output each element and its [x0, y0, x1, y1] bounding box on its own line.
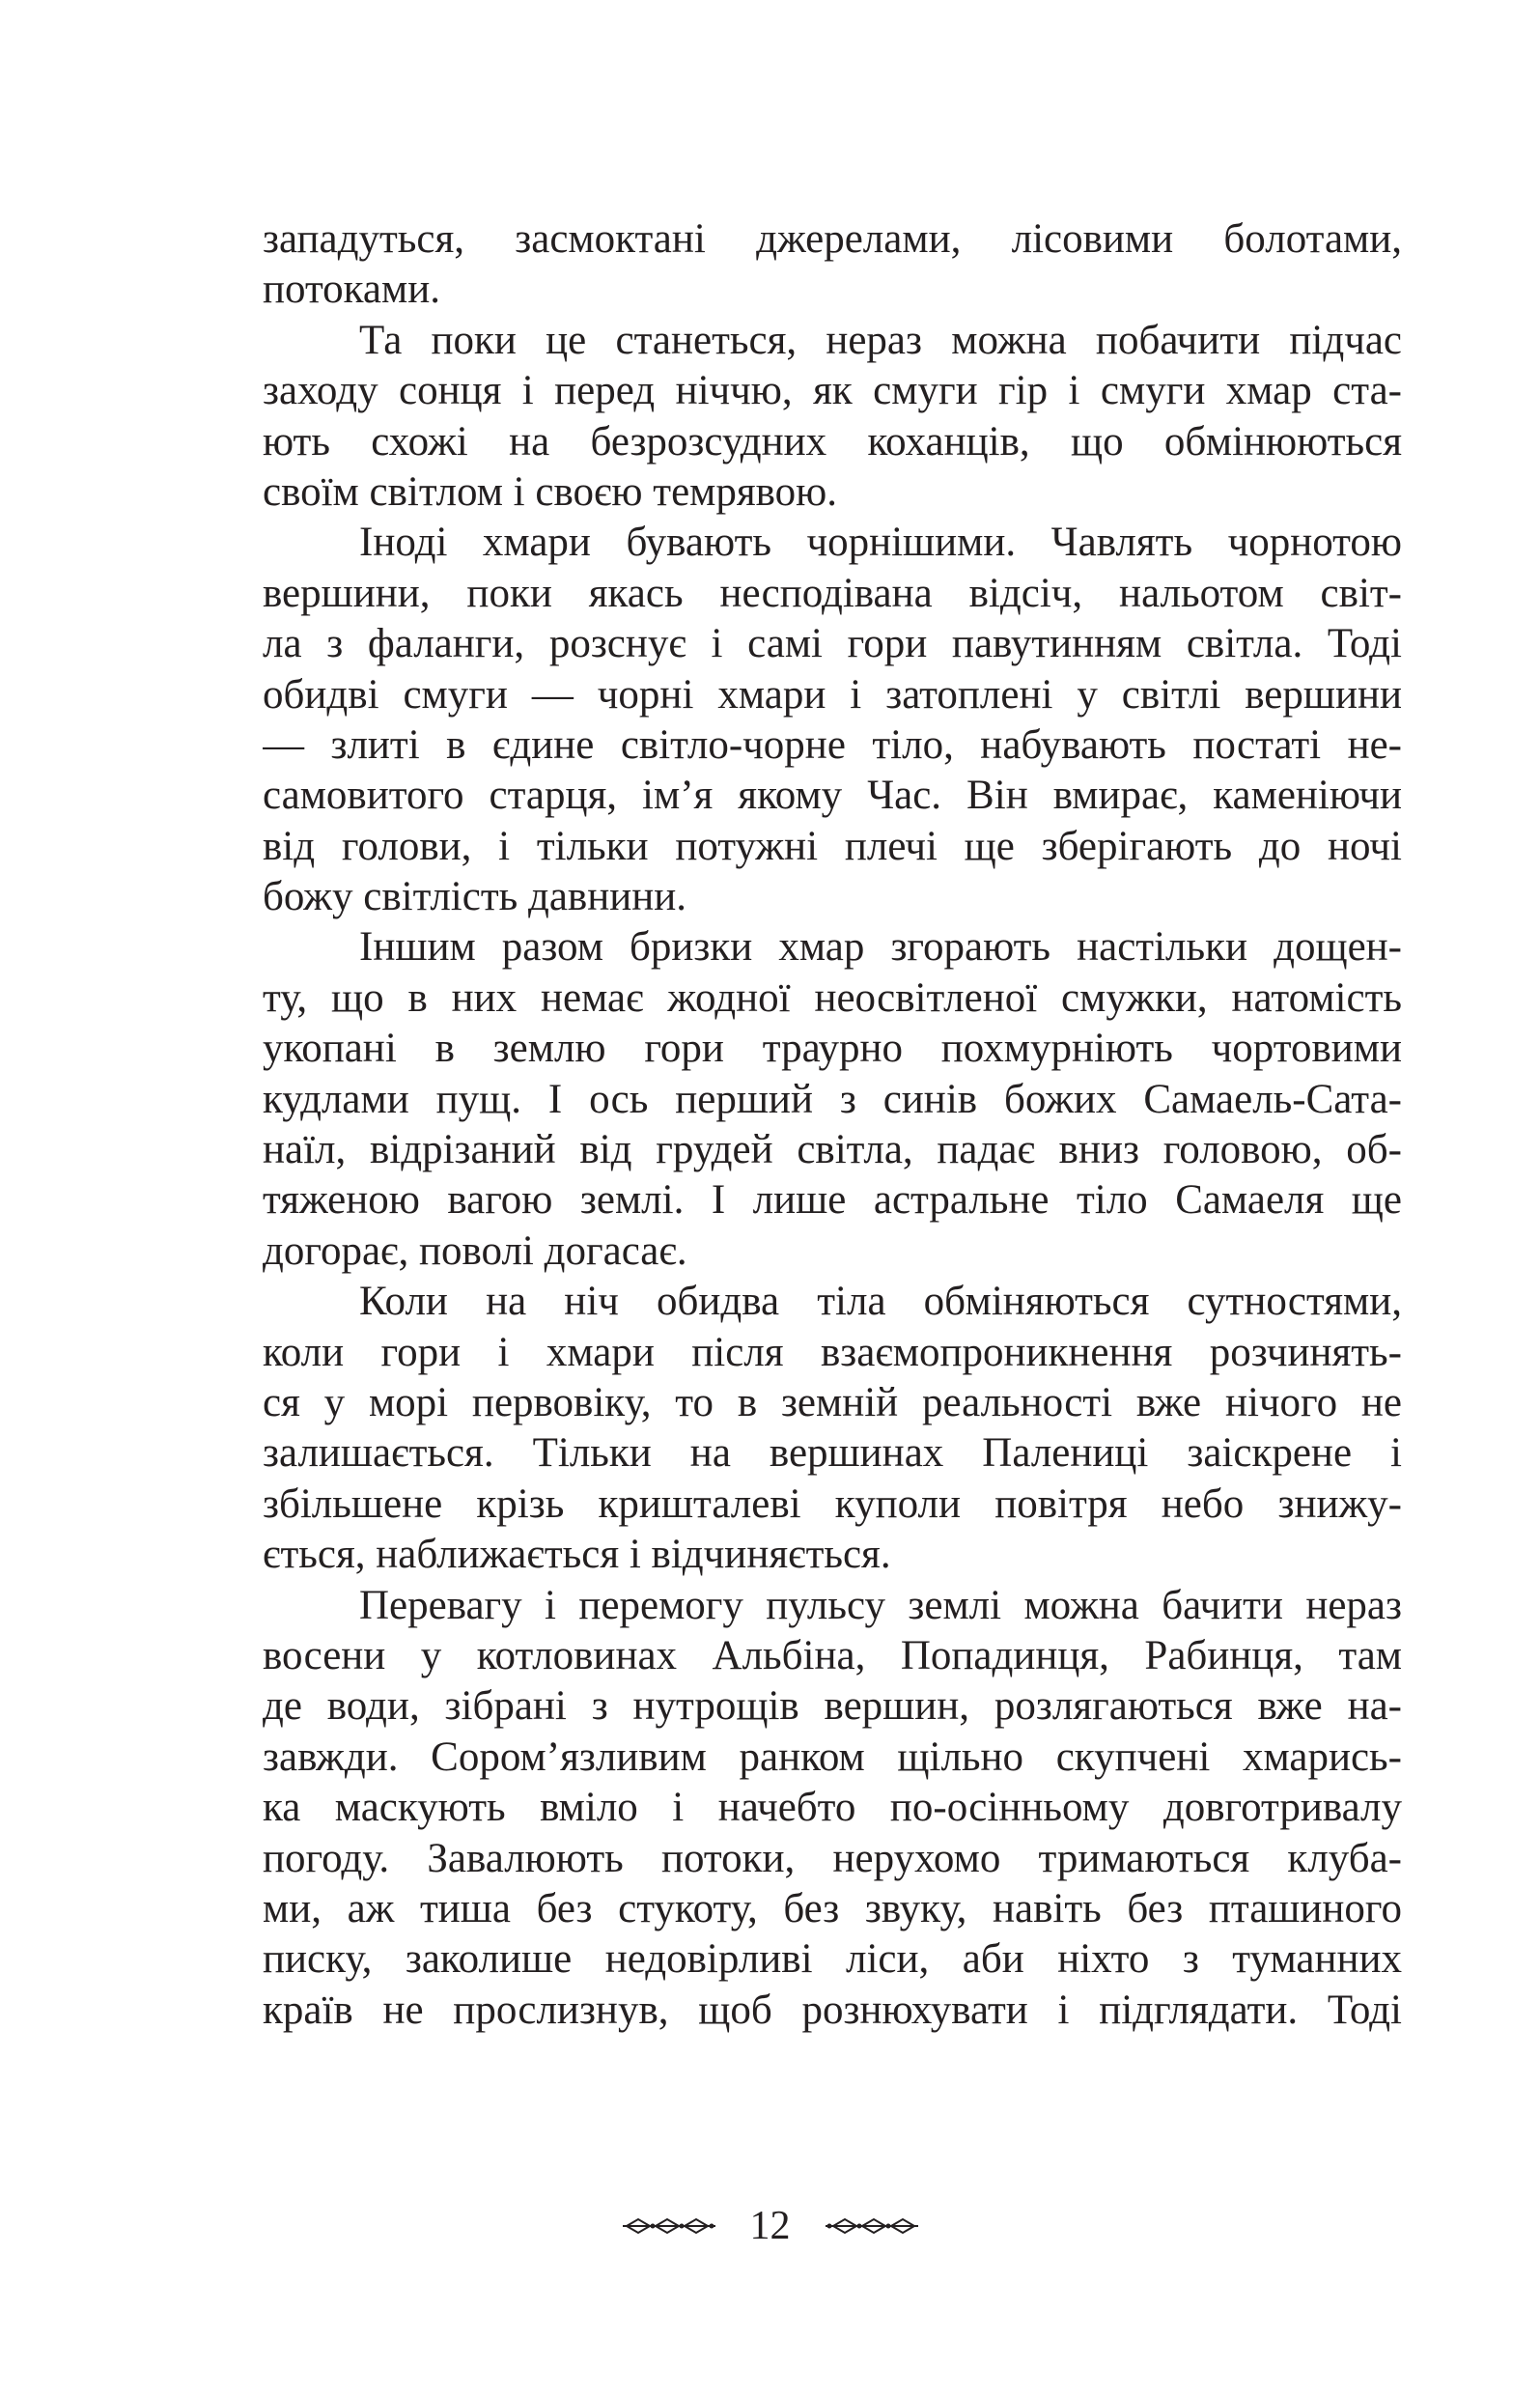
text-line: ла з фаланги, розснує і самі гори павутинням світла. Тоді: [263, 621, 1402, 667]
text-line: вершини, поки якась несподівана відсіч, нальотом світ-: [263, 570, 1402, 616]
text-line: догорає, поволі догасає.: [263, 1227, 687, 1274]
diamond-chain-ornament-icon: [824, 2215, 920, 2237]
text-line: божу світлість давнини.: [263, 874, 687, 920]
text-line: ми, аж тиша без стукоту, без звуку, навіть без пташиного: [263, 1885, 1402, 1931]
text-line: — злиті в єдине світло-чорне тіло, набувають постаті не-: [263, 721, 1402, 768]
text-line: кудлами пущ. І ось перший з синів божих Самаель-Сата-: [263, 1076, 1402, 1122]
text-line: укопані в землю гори траурно похмурніють чортовими: [263, 1026, 1402, 1072]
text-line: Іноді хмари бувають чорнішими. Чавлять чорнотою: [359, 520, 1402, 566]
paragraph: [263, 518, 1402, 922]
text-line: ся у морі первовіку, то в земній реальності вже нічого не: [263, 1379, 1402, 1425]
paragraph: [263, 1581, 1402, 2037]
text-line: країв не прослизнув, щоб рознюхувати і підглядати. Тоді: [263, 1987, 1402, 2033]
text-line: завжди. Сором’язливим ранком щільно скупчені хмарись-: [263, 1734, 1402, 1780]
paragraph: [263, 316, 1402, 519]
text-line: тяженою вагою землі. І лише астральне тіло Самаеля ще: [263, 1177, 1402, 1224]
text-line: заходу сонця і перед ніччю, як смуги гір і смуги хмар ста-: [263, 368, 1402, 414]
text-line: самовитого старця, ім’я якому Час. Він вмирає, каменіючи: [263, 773, 1402, 819]
text-line: наїл, відрізаний від грудей світла, падає вниз головою, об-: [263, 1127, 1402, 1173]
text-line: Та поки це станеться, нераз можна побачити підчас: [359, 317, 1402, 363]
text-line: залишається. Тільки на вершинах Палениці заіскрене і: [263, 1430, 1402, 1477]
text-line: де води, зібрані з нутрощів вершин, розлягаються вже на-: [263, 1683, 1402, 1730]
text-line: писку, заколише недовірливі ліси, аби ніхто з туманних: [263, 1936, 1402, 1983]
paragraph: [263, 214, 1402, 316]
text-line: восени у котловинах Альбіна, Попадинця, Рабинця, там: [263, 1632, 1402, 1678]
text-line: Іншим разом бризки хмар згорають настільки дощен-: [359, 924, 1402, 971]
text-line: потоками.: [263, 267, 440, 313]
text-line: Перевагу і перемогу пульсу землі можна бачити нераз: [359, 1582, 1402, 1628]
text-line: обидві смуги — чорні хмари і затоплені у світлі вершини: [263, 671, 1402, 718]
text-line: Коли на ніч обидва тіла обміняються сутностями,: [359, 1279, 1402, 1325]
text-line: ють схожі на безрозсудних коханців, що обмінюються: [263, 418, 1402, 465]
paragraph: [263, 1277, 1402, 1580]
text-line: западуться, засмоктані джерелами, лісовими болотами,: [263, 216, 1402, 262]
text-line: своїм світлом і своєю темрявою.: [263, 468, 838, 515]
page-number: 12: [749, 2204, 791, 2248]
text-line: ка маскують вміло і начебто по-осінньому довготривалу: [263, 1785, 1402, 1831]
text-line: ється, наближається і відчиняється.: [263, 1532, 891, 1578]
page-footer: [0, 2197, 1540, 2255]
paragraph: [263, 922, 1402, 1277]
text-line: погоду. Завалюють потоки, нерухомо тримаються клуба-: [263, 1835, 1402, 1881]
text-line: збільшене крізь кришталеві куполи повітря небо знижу-: [263, 1480, 1402, 1527]
body-text: [263, 214, 1402, 2036]
text-line: ту, що в них немає жодної неосвітленої смужки, натомість: [263, 974, 1402, 1021]
text-line: коли гори і хмари після взаємопроникнення розчинять-: [263, 1329, 1402, 1375]
diamond-chain-ornament-icon: [621, 2215, 717, 2237]
text-line: від голови, і тільки потужні плечі ще зберігають до ночі: [263, 823, 1402, 869]
